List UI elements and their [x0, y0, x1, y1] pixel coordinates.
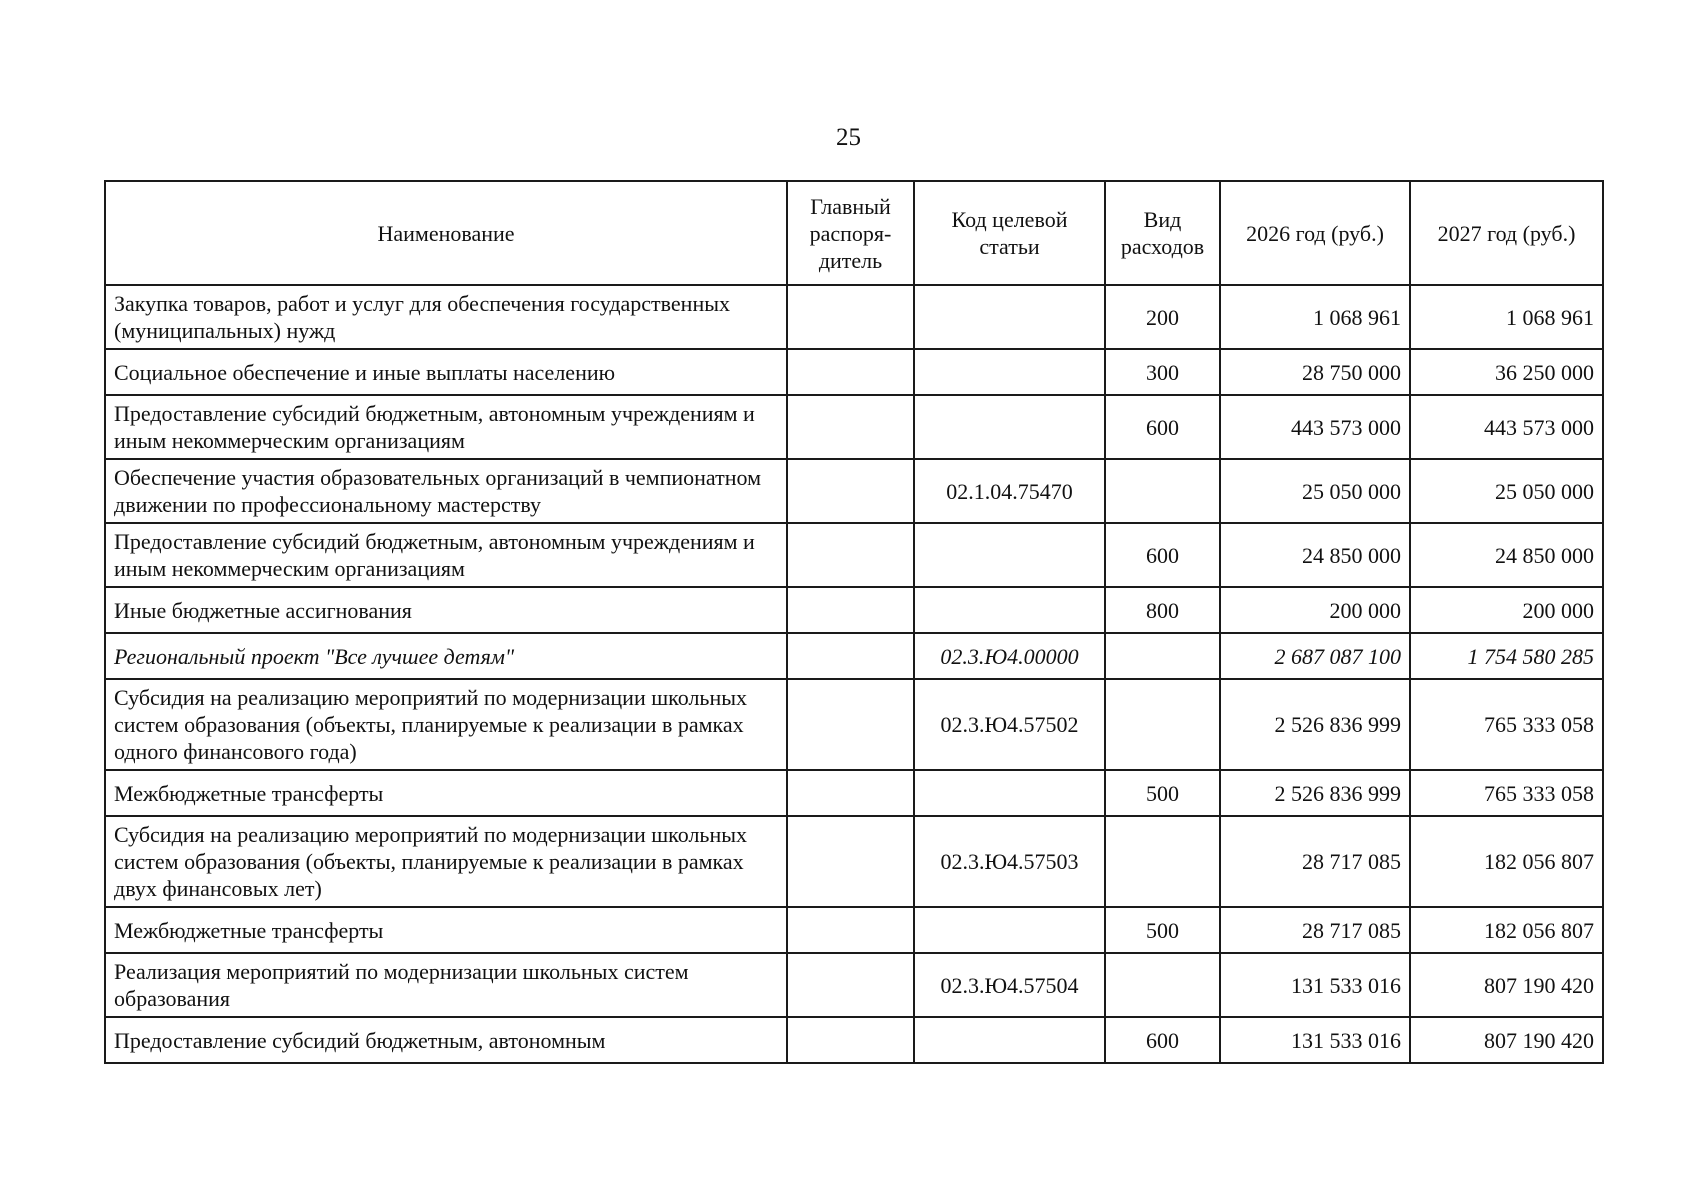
cell-2027: 182 056 807	[1410, 816, 1603, 907]
cell-name: Предоставление субсидий бюджетным, автономным учреждениям и иным некоммерческим организациям	[105, 523, 787, 587]
table-row	[105, 1017, 1603, 1063]
header-row	[105, 181, 1603, 285]
cell-code	[914, 395, 1105, 459]
cell-name: Региональный проект "Все лучшее детям"	[105, 633, 787, 679]
cell-2027: 807 190 420	[1410, 1017, 1603, 1063]
cell-2027: 443 573 000	[1410, 395, 1603, 459]
cell-name: Межбюджетные трансферты	[105, 907, 787, 953]
cell-code	[914, 907, 1105, 953]
cell-name: Предоставление субсидий бюджетным, автономным учреждениям и иным некоммерческим организациям	[105, 395, 787, 459]
cell-2027: 765 333 058	[1410, 679, 1603, 770]
table-body	[105, 285, 1603, 1063]
cell-manager	[787, 587, 914, 633]
cell-2027: 182 056 807	[1410, 907, 1603, 953]
cell-2027: 25 050 000	[1410, 459, 1603, 523]
cell-2027: 24 850 000	[1410, 523, 1603, 587]
cell-vid: 800	[1105, 587, 1220, 633]
header-manager: Главный распоря-дитель	[787, 181, 914, 285]
cell-manager	[787, 459, 914, 523]
budget-table	[104, 180, 1604, 1064]
cell-vid: 500	[1105, 907, 1220, 953]
cell-manager	[787, 285, 914, 349]
cell-2026: 443 573 000	[1220, 395, 1410, 459]
cell-manager	[787, 523, 914, 587]
cell-manager	[787, 770, 914, 816]
table-row	[105, 770, 1603, 816]
cell-code: 02.1.04.75470	[914, 459, 1105, 523]
cell-name: Межбюджетные трансферты	[105, 770, 787, 816]
cell-2026: 28 717 085	[1220, 907, 1410, 953]
cell-manager	[787, 907, 914, 953]
cell-2026: 28 717 085	[1220, 816, 1410, 907]
cell-2026: 28 750 000	[1220, 349, 1410, 395]
cell-2027: 1 754 580 285	[1410, 633, 1603, 679]
cell-name: Предоставление субсидий бюджетным, автономным	[105, 1017, 787, 1063]
header-2027: 2027 год (руб.)	[1410, 181, 1603, 285]
cell-code	[914, 349, 1105, 395]
header-name: Наименование	[105, 181, 787, 285]
header-vid: Вид расходов	[1105, 181, 1220, 285]
cell-2026: 1 068 961	[1220, 285, 1410, 349]
page-number: 25	[836, 124, 861, 151]
cell-2026: 2 687 087 100	[1220, 633, 1410, 679]
cell-name: Иные бюджетные ассигнования	[105, 587, 787, 633]
cell-code	[914, 1017, 1105, 1063]
cell-2026: 24 850 000	[1220, 523, 1410, 587]
header-code: Код целевой статьи	[914, 181, 1105, 285]
cell-2027: 1 068 961	[1410, 285, 1603, 349]
table-row	[105, 395, 1603, 459]
cell-manager	[787, 1017, 914, 1063]
cell-2027: 807 190 420	[1410, 953, 1603, 1017]
cell-name: Реализация мероприятий по модернизации школьных систем образования	[105, 953, 787, 1017]
cell-vid: 600	[1105, 395, 1220, 459]
cell-2026: 131 533 016	[1220, 1017, 1410, 1063]
cell-manager	[787, 679, 914, 770]
cell-code: 02.3.Ю4.00000	[914, 633, 1105, 679]
cell-name: Субсидия на реализацию мероприятий по модернизации школьных систем образования (объекты, планируемые к реализации в рамках одного финансового года)	[105, 679, 787, 770]
header-2026: 2026 год (руб.)	[1220, 181, 1410, 285]
cell-vid	[1105, 953, 1220, 1017]
cell-vid	[1105, 816, 1220, 907]
cell-2026: 25 050 000	[1220, 459, 1410, 523]
cell-code: 02.3.Ю4.57504	[914, 953, 1105, 1017]
table-row	[105, 907, 1603, 953]
cell-code	[914, 523, 1105, 587]
cell-2027: 200 000	[1410, 587, 1603, 633]
cell-vid: 600	[1105, 523, 1220, 587]
table-row	[105, 587, 1603, 633]
cell-vid: 600	[1105, 1017, 1220, 1063]
cell-vid: 200	[1105, 285, 1220, 349]
cell-vid	[1105, 459, 1220, 523]
cell-2027: 36 250 000	[1410, 349, 1603, 395]
cell-manager	[787, 953, 914, 1017]
cell-vid	[1105, 633, 1220, 679]
cell-vid: 300	[1105, 349, 1220, 395]
cell-code	[914, 587, 1105, 633]
cell-2026: 131 533 016	[1220, 953, 1410, 1017]
table-row	[105, 349, 1603, 395]
cell-vid: 500	[1105, 770, 1220, 816]
cell-manager	[787, 816, 914, 907]
cell-vid	[1105, 679, 1220, 770]
cell-2026: 200 000	[1220, 587, 1410, 633]
cell-name: Обеспечение участия образовательных организаций в чемпионатном движении по профессиональному мастерству	[105, 459, 787, 523]
cell-2027: 765 333 058	[1410, 770, 1603, 816]
cell-code: 02.3.Ю4.57502	[914, 679, 1105, 770]
cell-manager	[787, 349, 914, 395]
table-row	[105, 633, 1603, 679]
cell-name: Закупка товаров, работ и услуг для обеспечения государственных (муниципальных) нужд	[105, 285, 787, 349]
table-row	[105, 523, 1603, 587]
table-row	[105, 459, 1603, 523]
table-row	[105, 816, 1603, 907]
cell-code	[914, 770, 1105, 816]
cell-name: Социальное обеспечение и иные выплаты населению	[105, 349, 787, 395]
cell-name: Субсидия на реализацию мероприятий по модернизации школьных систем образования (объекты, планируемые к реализации в рамках двух финансовых лет)	[105, 816, 787, 907]
cell-manager	[787, 633, 914, 679]
cell-2026: 2 526 836 999	[1220, 679, 1410, 770]
cell-code: 02.3.Ю4.57503	[914, 816, 1105, 907]
cell-manager	[787, 395, 914, 459]
cell-code	[914, 285, 1105, 349]
table-row	[105, 953, 1603, 1017]
table-row	[105, 679, 1603, 770]
cell-2026: 2 526 836 999	[1220, 770, 1410, 816]
table-row	[105, 285, 1603, 349]
